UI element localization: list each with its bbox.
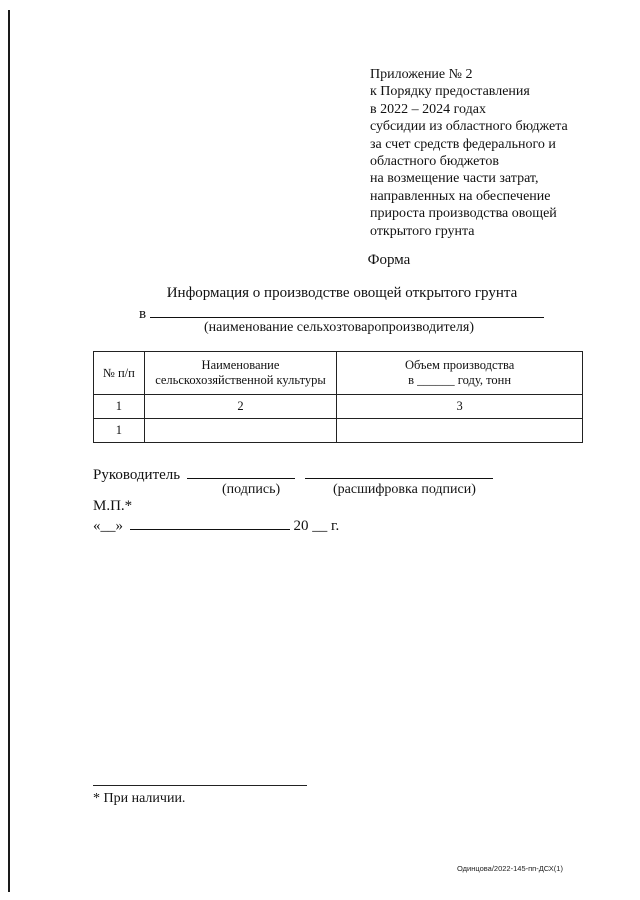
table-row <box>94 419 583 443</box>
appendix-line: в 2022 – 2024 годах <box>370 101 486 117</box>
producer-blank <box>150 303 544 318</box>
footnote-rule <box>93 785 307 786</box>
table-row <box>94 395 583 419</box>
appendix-line: на возмещение части затрат, <box>370 171 539 187</box>
decode-caption: (расшифровка подписи) <box>333 482 476 497</box>
signature-row <box>93 464 493 484</box>
signature-blank <box>187 464 295 479</box>
producer-prefix: в <box>139 306 147 322</box>
table-cell: 2 <box>144 395 336 419</box>
header-crop-line: Наименование <box>201 358 280 372</box>
header-crop-line: сельскохозяйственной культуры <box>155 373 326 387</box>
appendix-line: за счет средств федерального и <box>370 136 556 152</box>
appendix-line: прироста производства овощей <box>370 206 557 222</box>
table-cell: 1 <box>94 395 145 419</box>
scan-edge-line <box>8 10 10 892</box>
appendix-line: субсидии из областного бюджета <box>370 119 568 135</box>
appendix-line: открытого грунта <box>370 223 475 239</box>
table-cell <box>144 419 336 443</box>
appendix-line: Приложение № 2 <box>370 67 473 82</box>
header-number: № п/п <box>94 352 145 395</box>
table-cell: 1 <box>94 419 145 443</box>
footnote: * При наличии. <box>93 791 186 806</box>
header-volume-line: в ______ году, тонн <box>408 373 512 387</box>
date-row <box>93 515 339 535</box>
producer-caption: (наименование сельхозтоваропроизводителя) <box>204 320 474 335</box>
header-crop <box>144 352 336 395</box>
date-year: 20 __ г. <box>293 518 340 534</box>
production-table <box>93 351 583 443</box>
table-cell: 3 <box>337 395 583 419</box>
appendix-line: направленных на обеспечение <box>370 188 551 204</box>
table-cell <box>337 419 583 443</box>
appendix-line: к Порядку предоставления <box>370 84 530 100</box>
decode-blank <box>305 464 493 479</box>
header-volume <box>337 352 583 395</box>
form-label: Форма <box>367 252 411 268</box>
document-code: Одинцова/2022-145-пп-ДСХ(1) <box>457 864 563 873</box>
signature-label: Руководитель <box>93 467 181 483</box>
header-volume-line: Объем производства <box>404 358 515 372</box>
signature-caption: (подпись) <box>222 482 281 497</box>
document-title: Информация о производстве овощей открытого грунта <box>166 285 518 301</box>
date-month-blank <box>130 515 290 530</box>
date-day: «__» <box>93 518 123 534</box>
appendix-header <box>370 66 630 240</box>
appendix-line: областного бюджетов <box>370 154 499 170</box>
stamp-label: М.П.* <box>93 498 133 514</box>
table-header-row <box>94 352 583 395</box>
